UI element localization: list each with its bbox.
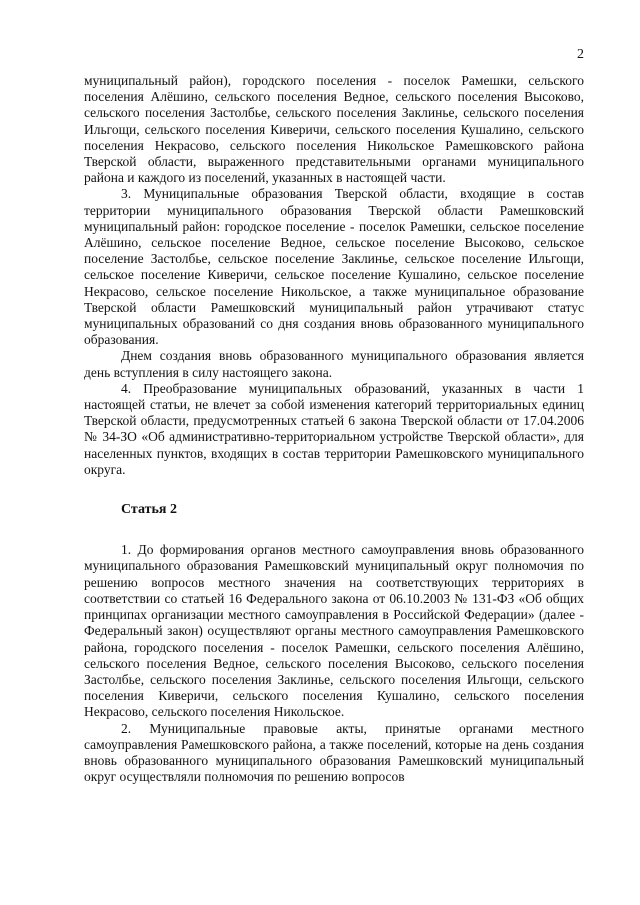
paragraph-part-3: 3. Муниципальные образования Тверской области, входящие в состав территории муниципального образования Тверской области Рамешковский муниципальный район: городское поселение - поселок Рамешки, сельское поселение Алёшино, сельское поселение Ведное, сельское поселение Высоково, сельское поселение Застолбье, сельское поселение Заклинье, сельское поселение Ильгощи, сельское поселение Киверичи, сельское поселение Кушалино, сельское поселение Некрасово, сельское поселение Никольское, а также муниципальное образование Тверской области Рамешковский муниципальный район утрачивают статус муниципальных образований со дня создания вновь образованного муниципального образования.: [84, 186, 584, 348]
spacer: [84, 518, 584, 542]
page-number: 2: [577, 47, 584, 62]
document-body: [84, 73, 584, 785]
paragraph-article2-part-2: 2. Муниципальные правовые акты, принятые органами местного самоуправления Рамешковского района, а также поселений, которые на день создания вновь образованного муниципального образования Рамешковский муниципальный округ осуществляли полномочия по решению вопросов: [84, 720, 584, 785]
spacer: [84, 478, 584, 502]
article-heading: Статья 2: [121, 502, 177, 518]
paragraph-article2-part-1: 1. До формирования органов местного самоуправления вновь образованного муниципального образования Рамешковский муниципальный округ полномочия по решению вопросов местного значения на соответствующих территориях в соответствии со статьей 16 Федерального закона от 06.10.2003 № 131-ФЗ «Об общих принципах организации местного самоуправления в Российской Федерации» (далее - Федеральный закон) осуществляют органы местного самоуправления Рамешковского района, городского поселения - поселок Рамешки, сельского поселения Алёшино, сельского поселения Ведное, сельского поселения Высоково, сельского поселения Застолбье, сельского поселения Заклинье, сельского поселения Ильгощи, сельского поселения Киверичи, сельского поселения Кушалино, сельского поселения Некрасово, сельского поселения Никольское.: [84, 542, 584, 720]
paragraph-continuation: муниципальный район), городского поселения - поселок Рамешки, сельского поселения Алёшино, сельского поселения Ведное, сельского поселения Высоково, сельского поселения Застолбье, сельского поселения Заклинье, сельского поселения Ильгощи, сельского поселения Киверичи, сельского поселения Кушалино, сельского поселения Некрасово, сельского поселения Никольское Рамешковского района Тверской области, выраженного представительными органами муниципального района и каждого из поселений, указанных в настоящей части.: [84, 73, 584, 186]
paragraph-creation-day: Днем создания вновь образованного муниципального образования является день вступления в силу настоящего закона.: [84, 348, 584, 380]
paragraph-part-4: 4. Преобразование муниципальных образований, указанных в части 1 настоящей статьи, не влечет за собой изменения категорий территориальных единиц Тверской области, предусмотренных статьей 6 закона Тверской области от 17.04.2006 № 34-ЗО «Об административно-территориальном устройстве Тверской области», для населенных пунктов, входящих в состав территории Рамешковского муниципального округа.: [84, 380, 584, 477]
